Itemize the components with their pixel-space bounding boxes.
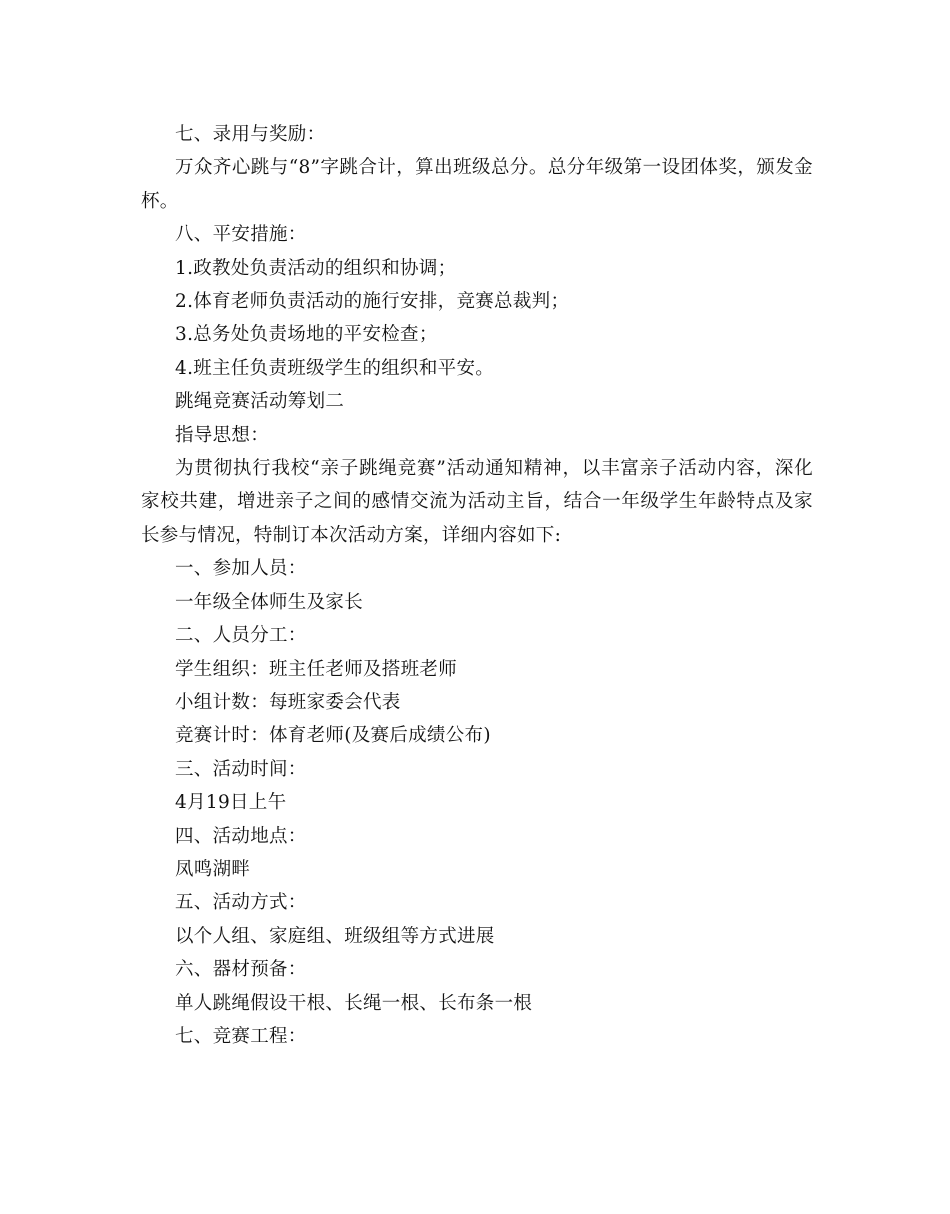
section-heading-time: 三、活动时间：: [175, 758, 307, 780]
plan-title: 跳绳竞赛活动筹划二: [175, 391, 345, 413]
paragraph-location: 凤鸣湖畔: [175, 858, 251, 880]
paragraph-method: 以个人组、家庭组、班级组等方式进展: [175, 925, 495, 947]
list-item: 4.班主任负责班级学生的组织和平安。: [175, 357, 495, 379]
section-heading-division: 二、人员分工：: [175, 625, 307, 647]
section-heading-awards: 七、录用与奖励：: [175, 124, 326, 145]
list-item: 3.总务处负责场地的平安检查；: [175, 324, 438, 346]
section-heading-safety: 八、平安措施：: [175, 224, 307, 246]
document-body: [141, 118, 813, 1053]
section-heading-equipment: 六、器材预备：: [175, 959, 307, 981]
paragraph-guiding: 为贯彻执行我校“亲子跳绳竞赛”活动通知精神，以丰富亲子活动内容，深化家校共建，增进亲子之间的感情交流为活动主旨，结合一年级学生年龄特点及家长参与情况，特制订本次活动方案，详细内容如下:: [141, 458, 813, 546]
section-heading-guiding: 指导思想：: [175, 424, 270, 446]
section-heading-location: 四、活动地点：: [175, 825, 307, 847]
paragraph-time: 4月19日上午: [175, 792, 287, 814]
list-item: 2.体育老师负责活动的施行安排，竞赛总裁判；: [175, 291, 570, 313]
paragraph-awards: 万众齐心跳与“8”字跳合计，算出班级总分。总分年级第一设团体奖，颁发金杯。: [141, 157, 813, 212]
list-item: 竞赛计时：体育老师(及赛后成绩公布): [175, 725, 491, 747]
section-heading-method: 五、活动方式：: [175, 892, 307, 914]
list-item: 学生组织：班主任老师及搭班老师: [175, 658, 458, 680]
paragraph-equipment: 单人跳绳假设干根、长绳一根、长布条一根: [175, 992, 533, 1014]
section-heading-events: 七、竞赛工程：: [175, 1025, 307, 1047]
list-item: 小组计数：每班家委会代表: [175, 691, 401, 713]
list-item: 1.政教处负责活动的组织和协调；: [175, 257, 457, 279]
section-heading-participants: 一、参加人员：: [175, 558, 307, 580]
paragraph-participants: 一年级全体师生及家长: [175, 591, 364, 613]
